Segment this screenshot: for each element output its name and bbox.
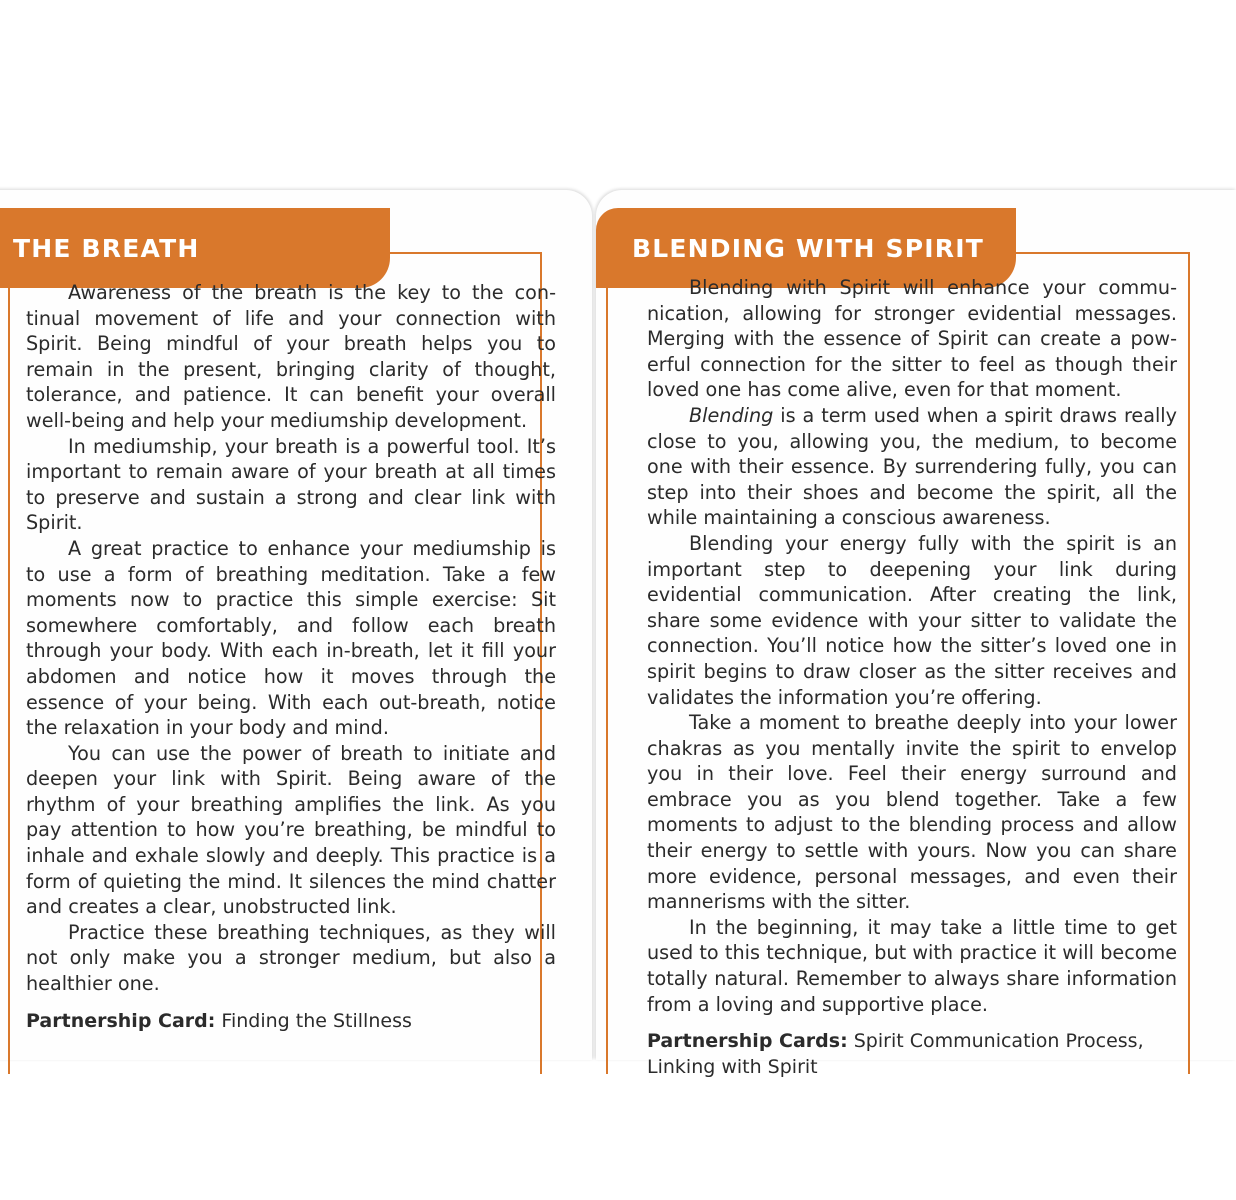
partnership-card bbox=[26, 1009, 556, 1035]
paragraph: Awareness of the breath is the key to the continual movement of life and your connection with Spirit. Being mindful of your breath helps you to remain in the present, bringing clarity of thought, tolerance, and patience. It can benefit your overall well-being and help your mediumship development. bbox=[26, 281, 556, 432]
card-blending-with-spirit bbox=[596, 190, 1236, 1078]
paragraph: A great practice to enhance your mediumship is to use a form of breathing meditation. Take a few moments now to practice this simple exercise: Sit somewhere comfortably, and follow each breath through your body. With each in-breath, let it fill your abdomen and notice how it moves through the essence of your being. With each out-breath, notice the relaxation in your body and mind. bbox=[26, 536, 556, 740]
card-title-tab bbox=[0, 208, 390, 288]
card-the-breath bbox=[0, 190, 592, 1060]
paragraph: In mediumship, your breath is a powerful tool. It’s important to remain aware of your breath at all times to preserve and sustain a strong and clear link with Spirit. bbox=[26, 434, 556, 535]
partnership-value: Finding the Stillness bbox=[221, 1009, 412, 1032]
partnership-label: Partnership Card: bbox=[26, 1009, 216, 1032]
card-title: BLENDING WITH SPIRIT bbox=[632, 233, 984, 263]
paragraph: In the beginning, it may take a little time to get used to this technique, but with practice it will become totally natural. Remember to always share information from a loving and supportive place. bbox=[647, 915, 1177, 1016]
partnership-cutoff-line bbox=[647, 1055, 1177, 1080]
partnership-value: Spirit Communication Process, bbox=[853, 1030, 1144, 1053]
term-emphasis: Blending bbox=[689, 403, 774, 427]
paragraph: Take a moment to breathe deeply into your lower chakras as you mentally invite the spirit to envelop you in their love. Feel their energy surround and embrace you as you blend together. Take a few moments to adjust to the blending process and allow their energy to settle with yours. Now you can share more evidence, personal messages, and even their mannerisms with the sitter. bbox=[647, 711, 1177, 914]
paragraph-rest: is a term used when a spirit draws really close to you, allowing you, the medium, to become one with their essence. By surrendering fully, you can step into their shoes and become the spirit, all the while maintaining a conscious awareness. bbox=[647, 403, 1177, 530]
card-title: THE BREATH bbox=[13, 233, 200, 263]
partnership-label: Partnership Cards: bbox=[647, 1030, 848, 1053]
partnership-cutoff: Linking with Spirit bbox=[647, 1055, 818, 1078]
paragraph bbox=[647, 403, 1177, 531]
paragraph: Blending your energy fully with the spirit is an important step to deepening your link during evidential communication. After creating the link, share some evidence with your sitter to validate the connection. You’ll notice how the sitter’s loved one in spirit begins to draw closer as the sitter receives and validates the information you’re offering. bbox=[647, 531, 1177, 709]
partnership-cards bbox=[647, 1029, 1177, 1080]
card-body bbox=[26, 280, 556, 1034]
card-body bbox=[647, 275, 1177, 1080]
paragraph: Practice these breathing techniques, as they will not only make you a stronger medium, but also a healthier one. bbox=[26, 920, 556, 996]
paragraph: Blending with Spirit will enhance your communication, allowing for stronger evidential messages. Merging with the essence of Spirit can create a powerful connection for the sitter to feel as though their loved one has come alive, even for that moment. bbox=[647, 276, 1177, 402]
paragraph: You can use the power of breath to initiate and deepen your link with Spirit. Being aware of the rhythm of your breathing amplifies the link. As you pay attention to how you’re breathing, be mindful to inhale and exhale slowly and deeply. This practice is a form of quieting the mind. It silences the mind chatter and creates a clear, unobstructed link. bbox=[26, 741, 556, 919]
